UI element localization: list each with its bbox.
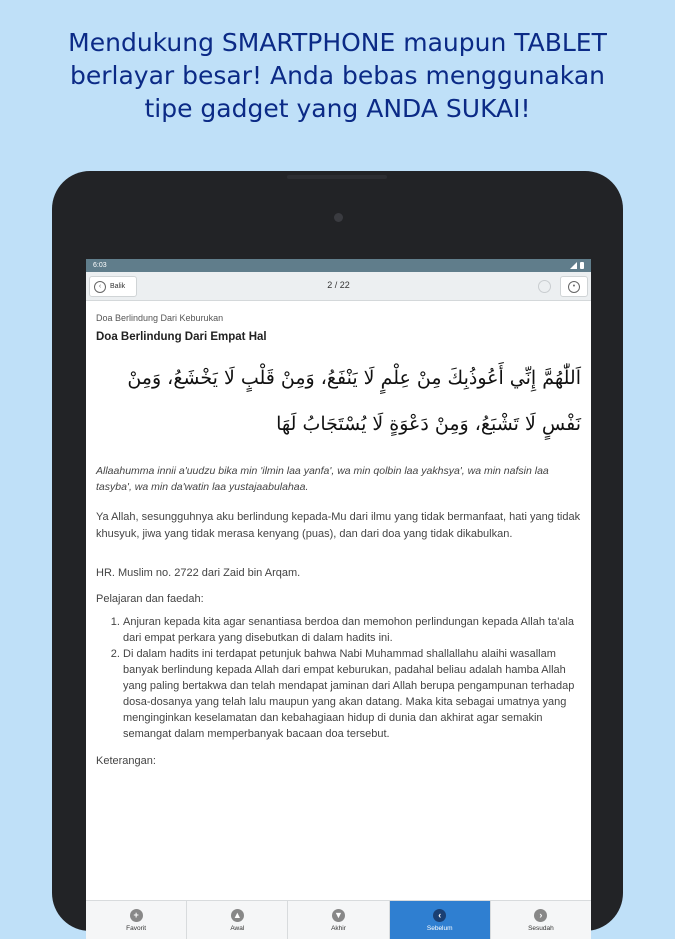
status-bar bbox=[86, 259, 591, 272]
list-item: 1. Anjuran kepada kita agar senantiasa berdoa dan memohon perlindungan kepada Allah ta'ala dari empat perkara yang disebutkan di dalam hadits ini. bbox=[123, 614, 581, 646]
toolbar bbox=[86, 272, 591, 301]
back-arrow-icon: ‹ bbox=[94, 281, 106, 293]
hadith-source: HR. Muslim no. 2722 dari Zaid bin Arqam. bbox=[96, 567, 301, 579]
back-button-label: Balik bbox=[110, 283, 126, 290]
tablet-camera bbox=[334, 213, 343, 222]
settings-button[interactable] bbox=[560, 276, 588, 297]
last-button[interactable] bbox=[288, 901, 389, 939]
info-icon[interactable] bbox=[538, 280, 551, 293]
doa-translation: Ya Allah, sesungguhnya aku berlindung kepada-Mu dari ilmu yang tidak bermanfaat, hati yang tidak khusyuk, jiwa yang tidak merasa kenyang (puas), dan dari doa yang tidak dikabulkan. bbox=[96, 511, 581, 540]
settings-icon: • bbox=[568, 281, 580, 293]
doa-content bbox=[86, 301, 591, 767]
page-counter: 2 / 22 bbox=[327, 280, 350, 290]
status-icons bbox=[570, 259, 584, 272]
battery-icon bbox=[580, 262, 584, 269]
tablet-frame bbox=[52, 171, 623, 931]
plus-icon: + bbox=[130, 909, 143, 922]
tablet-speaker bbox=[287, 175, 387, 179]
previous-button[interactable] bbox=[390, 901, 491, 939]
lessons-list bbox=[96, 614, 581, 742]
nav-label: Sesudah bbox=[528, 924, 554, 932]
nav-label: Sebelum bbox=[426, 924, 453, 932]
doa-latin-text: Allaahumma innii a'uudzu bika min 'ilmin laa yanfa', wa min qolbin laa yakhsya', wa min nafsin laa tasyba', wa min da'watin laa yustajaabulahaa. bbox=[96, 465, 549, 493]
first-button[interactable] bbox=[187, 901, 288, 939]
status-time: 6:03 bbox=[93, 262, 107, 269]
nav-label: Awal bbox=[230, 924, 245, 932]
nav-label: Akhir bbox=[331, 924, 346, 932]
doa-title: Doa Berlindung Dari Empat Hal bbox=[96, 331, 267, 343]
favorite-button[interactable] bbox=[86, 901, 187, 939]
doa-category: Doa Berlindung Dari Keburukan bbox=[96, 313, 224, 323]
up-arrow-icon: ▲ bbox=[231, 909, 244, 922]
down-arrow-icon: ▼ bbox=[332, 909, 345, 922]
app-screen bbox=[86, 259, 591, 939]
notes-heading: Keterangan: bbox=[96, 755, 156, 767]
lessons-heading: Pelajaran dan faedah: bbox=[96, 593, 204, 605]
headline-line-2: berlayar besar! Anda bebas menggunakan bbox=[70, 61, 605, 90]
right-chevron-icon: › bbox=[534, 909, 547, 922]
nav-label: Favorit bbox=[126, 924, 147, 932]
doa-arabic-text: اَللّٰهُمَّ إِنِّي أَعُوذُبِكَ مِنْ عِلْمٍ لَا يَنْفَعُ، وَمِنْ قَلْبٍ لَا يَخْشَعُ، وَمِنْ نَفْسٍ لَا تَشْبَعُ، وَمِنْ دَعْوَةٍ لَا يُسْتَجَابُ لَهَا bbox=[127, 367, 581, 435]
next-button[interactable] bbox=[491, 901, 591, 939]
signal-icon bbox=[570, 262, 577, 269]
headline-line-1: Mendukung SMARTPHONE maupun TABLET bbox=[68, 28, 607, 57]
bottom-nav bbox=[86, 900, 591, 939]
headline-line-3: tipe gadget yang ANDA SUKAI! bbox=[144, 94, 531, 123]
list-item: 2. Di dalam hadits ini terdapat petunjuk bahwa Nabi Muhammad shallallahu alaihi wasallam banyak berlindung kepada Allah dari empat keburukan, padahal beliau adalah hamba Allah yang paling bertakwa dan telah mendapat jaminan dari Allah berupa pengampunan terhadap dosa-dosanya yang telah lalu maupun yang akan datang. Maka kita sebagai umatnya yang menginginkan keselamatan dan kebahagiaan hidup di dunia dan akhirat agar semakin semangat dalam memperbanyak bacaan doa tersebut. bbox=[123, 646, 581, 742]
promo-headline bbox=[0, 26, 675, 125]
left-chevron-icon: ‹ bbox=[433, 909, 446, 922]
